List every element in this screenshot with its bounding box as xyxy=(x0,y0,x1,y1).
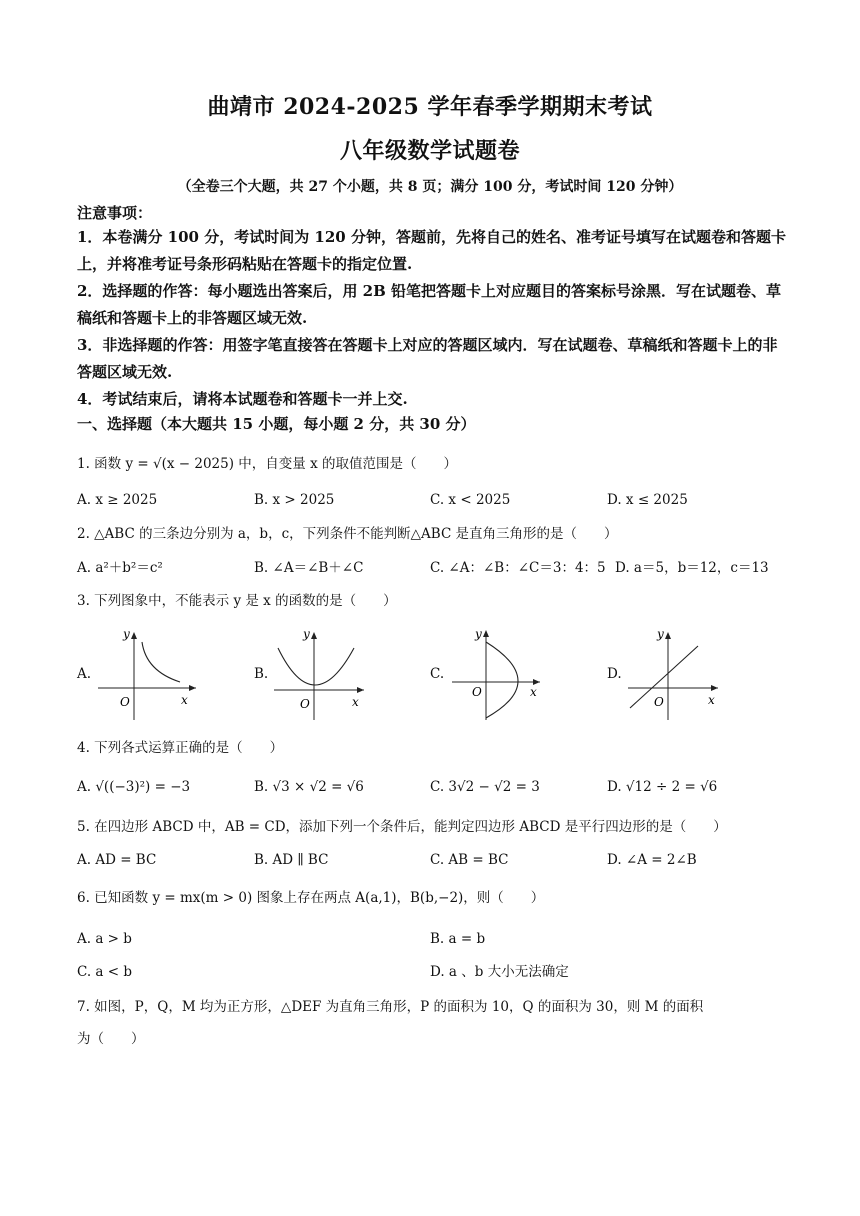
question-2-option-b: B. ∠A＝∠B＋∠C xyxy=(254,560,364,576)
graph-d-y-label: y xyxy=(657,627,664,641)
question-7-stem-line2: 为（ ） xyxy=(77,1031,145,1047)
question-4-option-d: D. √12 ÷ 2 = √6 xyxy=(607,779,718,795)
question-5-option-b: B. AD ∥ BC xyxy=(254,852,329,868)
question-2-stem: 2. △ABC 的三条边分别为 a，b，c，下列条件不能判断△ABC 是直角三角形的是（ ） xyxy=(77,526,618,542)
question-6-stem: 6. 已知函数 y = mx(m > 0) 图象上存在两点 A(a,1)，B(b,−2)，则（ ） xyxy=(77,890,545,906)
question-6-option-d: D. a 、b 大小无法确定 xyxy=(430,964,569,980)
note-item-4: 4．考试结束后，请将本试题卷和答题卡一并上交. xyxy=(77,390,408,408)
graph-a-x-label: x xyxy=(181,693,188,707)
section-heading: 一、选择题（本大题共 15 小题，每小题 2 分，共 30 分） xyxy=(77,415,476,433)
question-4-option-c: C. 3√2 − √2 = 3 xyxy=(430,779,540,795)
question-5-option-d: D. ∠A = 2∠B xyxy=(607,852,697,868)
question-4-option-a: A. √((−3)²) = −3 xyxy=(77,779,191,795)
graph-c-y-label: y xyxy=(475,627,482,641)
question-1-option-b: B. x > 2025 xyxy=(254,492,335,508)
question-6-option-a: A. a > b xyxy=(77,931,132,947)
note-item-3: 3．非选择题的作答：用签字笔直接答在答题卡上对应的答题区域内．写在试题卷、草稿纸和答题卡上的非答题区域无效. xyxy=(77,336,778,381)
graph-b-parabola xyxy=(272,626,372,726)
note-item-1: 1．本卷满分 100 分，考试时间为 120 分钟，答题前，先将自己的姓名、准考证号填写在试题卷和答题卡上，并将准考证号条形码粘贴在答题卡的指定位置. xyxy=(77,228,786,273)
graph-b-origin-label: O xyxy=(300,697,310,711)
question-3-option-b: B. xyxy=(254,666,269,682)
graph-a-hyperbola xyxy=(96,626,206,726)
graph-d-line xyxy=(626,626,726,726)
question-1-option-c: C. x < 2025 xyxy=(430,492,511,508)
graph-c-origin-label: O xyxy=(472,685,482,699)
question-2-option-c: C. ∠A：∠B：∠C＝3：4：5 xyxy=(430,560,606,576)
question-3-option-a: A. xyxy=(77,666,92,682)
question-6-option-c: C. a < b xyxy=(77,964,133,980)
question-6-option-b: B. a = b xyxy=(430,931,486,947)
graph-b-x-label: x xyxy=(352,695,359,709)
graph-c-x-label: x xyxy=(530,685,537,699)
question-5-stem: 5. 在四边形 ABCD 中，AB = CD，添加下列一个条件后，能判定四边形 ABCD 是平行四边形的是（ ） xyxy=(77,819,727,835)
note-item-2: 2．选择题的作答：每小题选出答案后，用 2B 铅笔把答题卡上对应题目的答案标号涂黑．写在试题卷、草稿纸和答题卡上的非答题区域无效. xyxy=(77,282,782,327)
graph-a-origin-label: O xyxy=(120,695,130,709)
graph-c-sideways-parabola xyxy=(450,626,550,726)
question-2-option-a: A. a²＋b²＝c² xyxy=(77,560,163,576)
graph-d-origin-label: O xyxy=(654,695,664,709)
question-3-stem: 3. 下列图象中，不能表示 y 是 x 的函数的是（ ） xyxy=(77,593,397,609)
question-3-option-c: C. xyxy=(430,666,445,682)
question-3-option-d: D. xyxy=(607,666,622,682)
question-2-option-d: D. a＝5，b＝12，c＝13 xyxy=(615,560,769,576)
graph-a-y-label: y xyxy=(123,627,130,641)
question-1-option-a: A. x ≥ 2025 xyxy=(77,492,158,508)
question-5-option-a: A. AD = BC xyxy=(77,852,157,868)
question-1-option-d: D. x ≤ 2025 xyxy=(607,492,688,508)
question-4-stem: 4. 下列各式运算正确的是（ ） xyxy=(77,740,284,756)
graph-d-x-label: x xyxy=(708,693,715,707)
question-5-option-c: C. AB = BC xyxy=(430,852,509,868)
question-7-stem-line1: 7. 如图，P，Q，M 均为正方形，△DEF 为直角三角形，P 的面积为 10，Q 的面积为 30，则 M 的面积 xyxy=(77,999,704,1015)
exam-meta: （全卷三个大题，共 27 个小题，共 8 页；满分 100 分，考试时间 120 分钟） xyxy=(177,179,683,195)
notes-heading: 注意事项： xyxy=(77,204,153,222)
graph-b-y-label: y xyxy=(303,627,310,641)
exam-subtitle: 八年级数学试题卷 xyxy=(339,138,520,164)
question-1-stem: 1. 函数 y = √(x − 2025) 中，自变量 x 的取值范围是（ ） xyxy=(77,456,457,472)
question-4-option-b: B. √3 × √2 = √6 xyxy=(254,779,364,795)
exam-title: 曲靖市 2024-2025 学年春季学期期末考试 xyxy=(207,94,653,120)
